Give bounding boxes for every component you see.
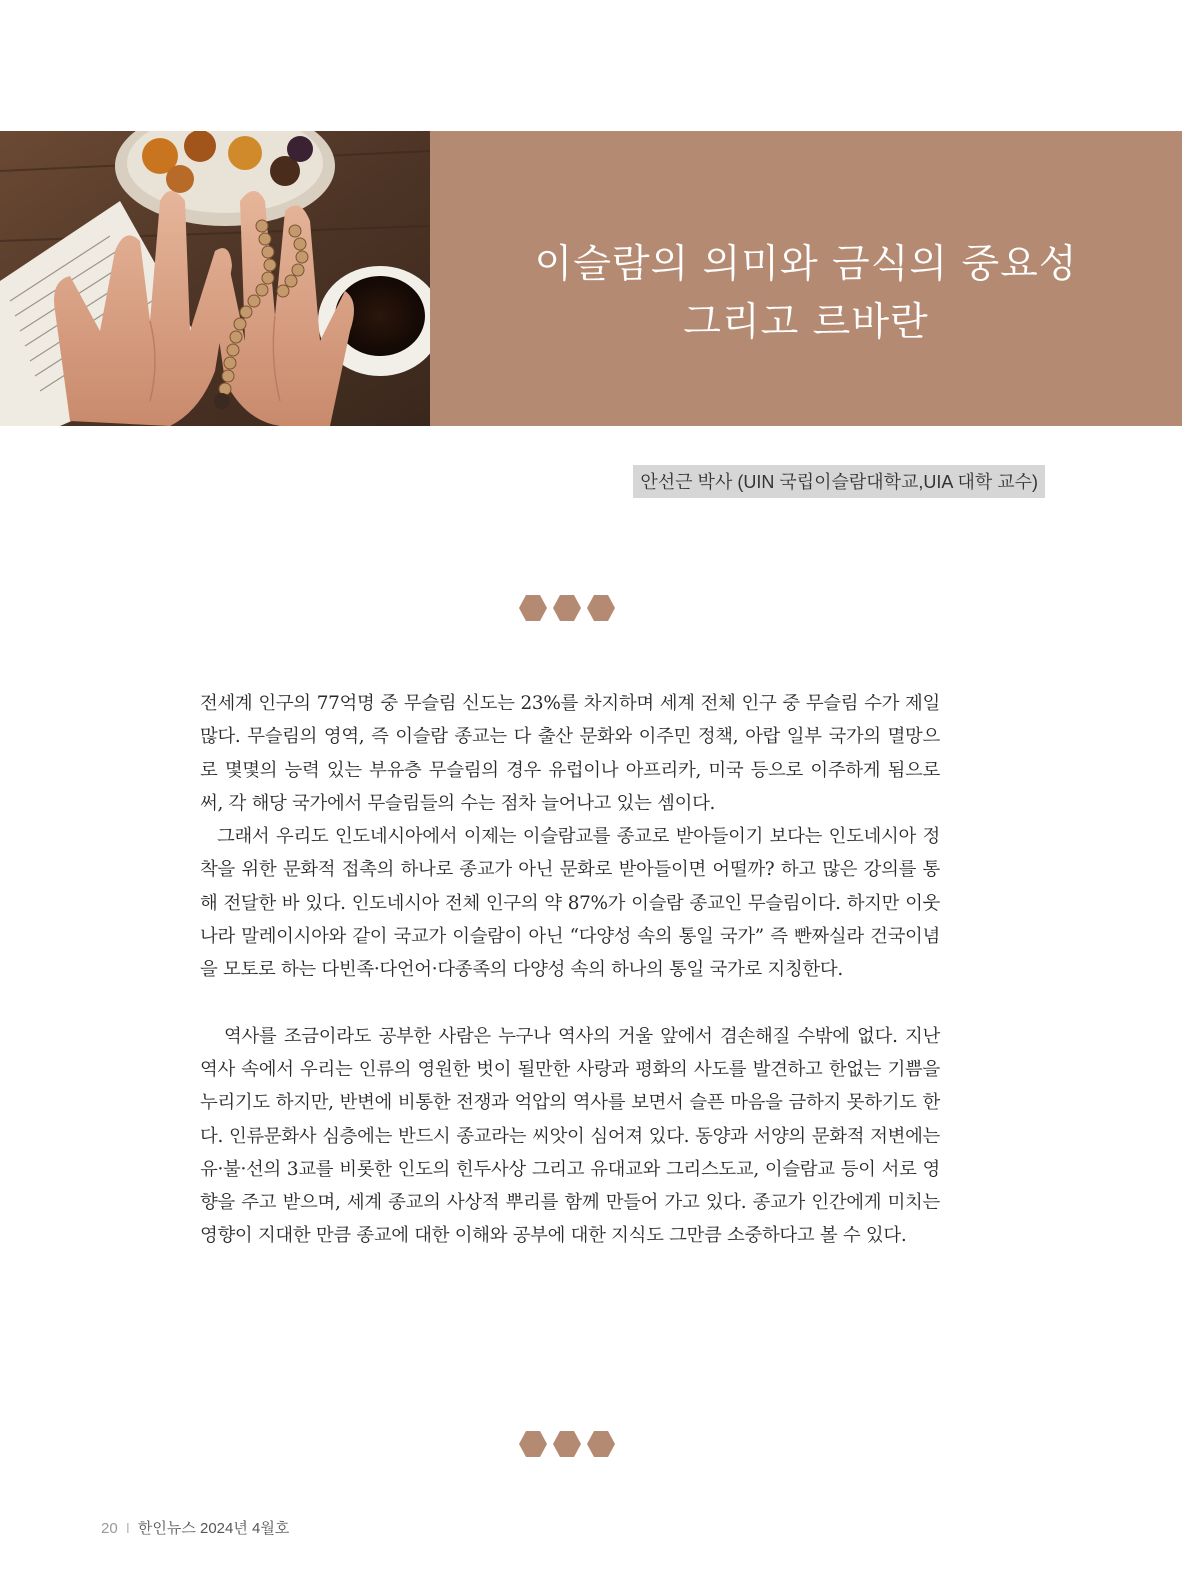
- footer-separator: I: [125, 1520, 130, 1537]
- title-line-1: 이슬람의 의미와 금식의 중요성: [534, 242, 1078, 287]
- hexagon-ornament-top: [519, 594, 615, 622]
- article-body: [200, 687, 940, 1253]
- hexagon-ornament-bottom: [519, 1430, 615, 1458]
- paragraph-3: 역사를 조금이라도 공부한 사람은 누구나 역사의 거울 앞에서 겸손해질 수밖에 없다. 지난 역사 속에서 우리는 인류의 영원한 벗이 될만한 사랑과 평화의 사도를 발견하고 한없는 기쁨을 누리기도 하지만, 반변에 비통한 전쟁과 억압의 역사를 보면서 슬픈 마음을 금하지 못하기도 한다. 인류문화사 심층에는 반드시 종교라는 씨앗이 심어져 있다. 동양과 서양의 문화적 저변에는 유·불·선의 3교를 비롯한 인도의 힌두사상 그리고 유대교와 그리스도교, 이슬람교 등이 서로 영향을 주고 받으며, 세계 종교의 사상적 뿌리를 함께 만들어 가고 있다. 종교가 인간에게 미치는 영향이 지대한 만큼 종교에 대한 이해와 공부에 대한 지식도 그만큼 소중하다고 볼 수 있다.: [200, 1025, 940, 1247]
- header-photo-praying-hands: [0, 131, 430, 426]
- paragraph-1: 전세계 인구의 77억명 중 무슬림 신도는 23%를 차지하며 세계 전체 인구 중 무슬림 수가 제일 많다. 무슬림의 영역, 즉 이슬람 종교는 다 출산 문화와 이주민 정책, 아랍 일부 국가의 멸망으로 몇몇의 능력 있는 부유층 무슬림의 경우 유럽이나 아프리카, 미국 등으로 이주하게 됨으로써, 각 해당 국가에서 무슬림들의 수는 점차 늘어나고 있는 셈이다.: [200, 693, 940, 814]
- page-title: [430, 236, 1182, 352]
- title-line-2: 그리고 르바란: [683, 300, 929, 345]
- page-footer: [101, 1517, 289, 1538]
- paragraph-2: 그래서 우리도 인도네시아에서 이제는 이슬람교를 종교로 받아들이기 보다는 인도네시아 정착을 위한 문화적 접촉의 하나로 종교가 아닌 문화로 받아들이면 어떨까? 하고 많은 강의를 통해 전달한 바 있다. 인도네시아 전체 인구의 약 87%가 이슬람 종교인 무슬림이다. 하지만 이웃나라 말레이시아와 같이 국교가 이슬람이 아닌 “다양성 속의 통일 국가” 즉 빤짜실라 건국이념을 모토로 하는 다빈족·다언어·다종족의 다양성 속의 하나의 통일 국가로 지칭한다.: [200, 826, 940, 981]
- publication-name: 한인뉴스 2024년 4월호: [137, 1520, 290, 1537]
- page-number: 20: [101, 1520, 118, 1537]
- author-byline: 안선근 박사 (UIN 국립이슬람대학교,UIA 대학 교수): [633, 465, 1045, 498]
